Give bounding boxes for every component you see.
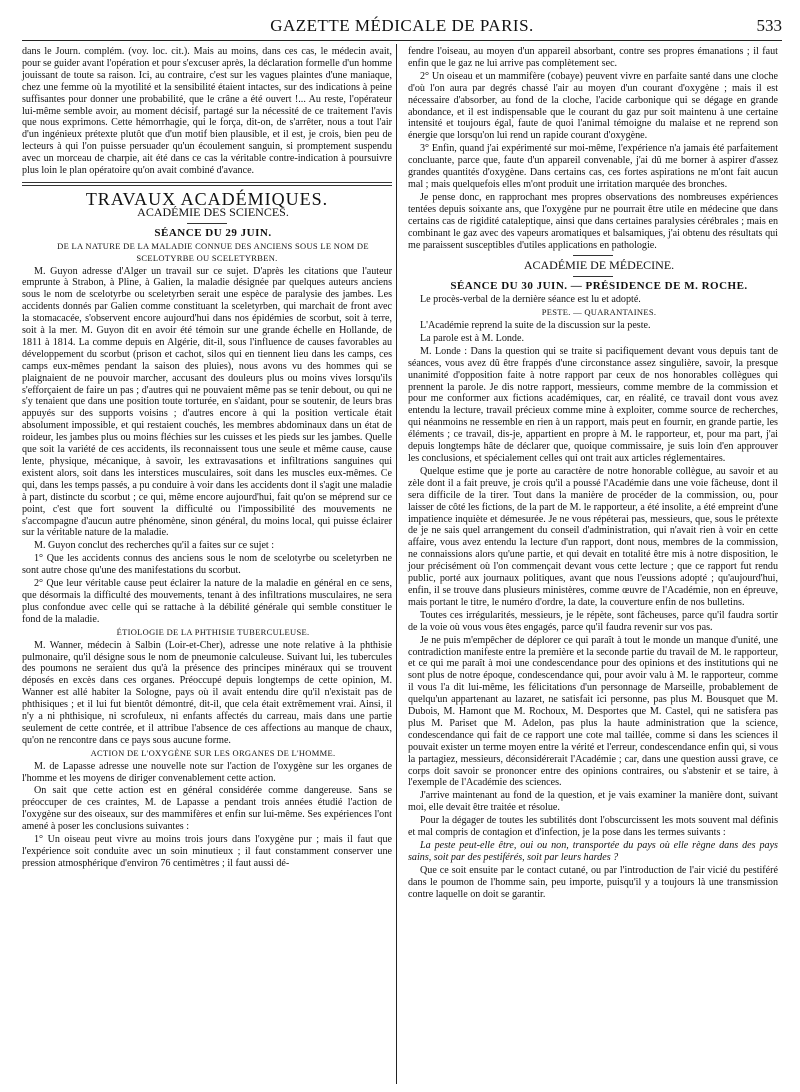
paragraph: J'arrive maintenant au fond de la question, et je vais examiner la manière dont, suivant moi, elle devait être traitée et résolue. bbox=[408, 790, 778, 814]
intro-paragraph: dans le Journ. complém. (voy. loc. cit.). Mais au moins, dans ces cas, le médecin avait, pour se guider avant l'opération et pour s'excuser après, la déclaration formelle d'un homme jouissant de toute sa raison. Ici, au contraire, c'est sur les vagues plaintes d'une maniaque, chez une femme où la myotilité et la sensibilité étaient intactes, sur des indications à peine suffisantes pour donner une probabilité, que le crâne a été ouvert !... Au reste, l'opérateur lui-même semble avoir, au moment décisif, partagé sur la nécessité de ce traitement l'avis que nous exprimons. Cette hémorrhagie, qui le força, dit-on, de s'arrêter, nous a tout l'air d'un ingénieux prétexte plutôt que d'un motif bien plausible, et il est, je crois, bien peu de lecteurs à qui l'on puisse persuader qu'un écoulement sanguin, si promptement suspendu avec un morceau de charpie, ait été dans ce cas la véritable contre-indication à poursuivre plus loin le plan opératoire qu'on avait combiné d'avance. bbox=[22, 46, 392, 177]
page-number: 533 bbox=[756, 16, 782, 35]
paragraph: La peste peut-elle être, oui ou non, transportée du pays où elle règne dans des pays sains, soit par des pestiférés, soit par leurs hardes ? bbox=[408, 840, 778, 863]
paragraph: M. Wanner, médecin à Salbin (Loir-et-Cher), adresse une note relative à la phthisie pulmonaire, qu'il désigne sous le nom de pneumonie calculeuse. Suivant lui, les tubercules des poumons ne seraient dus qu'à la présence des principes minéraux qui se trouvent déposés en excès dans ces organes. Préoccupé depuis longtemps de cette opinion, M. Wanner est allé habiter la Sologne, pays où il avait entendu dire qu'il n'existait pas de phthisiques ; et il lui fut bientôt démontré, dit-il, que cela était extrêmement vrai. Ainsi, il n'y a ni phthisique, ni scrofuleux, ni enfants affectés du carreau, mais dans une partie seulement de cette contrée, et il attribue l'absence de ces affections au manque de chaux, qu'on ne rencontre dans ce pays sous aucune forme. bbox=[22, 639, 392, 746]
paragraph: Que ce soit ensuite par le contact cutané, ou par l'introduction de l'air vicié du pestiféré dans le poumon de l'homme sain, peu importe, puisqu'il y a toujours là une transmission contre laquelle on doit se garantir. bbox=[408, 864, 778, 900]
topic-heading: ACTION DE L'OXYGÈNE SUR LES ORGANES DE L'HOMME. bbox=[90, 747, 336, 758]
paragraph: Quelque estime que je porte au caractère de notre honorable collègue, au savoir et au zèle dont il a fait preuve, je crois qu'il a poussé l'Académie dans une voie fâcheuse, dont il sera difficile de la tirer. Tout dans la manière de procéder de la commission, ou, pour laisser de côté les fictions, de la part de M. le rapporteur, a été insolite, a été empreint d'une impatience inquiète et démesurée. Je ne vous répéterai pas, messieurs, que, sous le prétexte de je ne sais quel arrangement du conseil d'administration, qui n'avait rien à voir en cette affaire, vous avez entendu la lecture d'un rapport, dont nous, membres de la commission, ne connaissions alors qu'une partie, et qui devait en totalité être mis à notre disposition, le jour précisément où l'on commençait devant vous cette lecture ; que ce rapport fut rendu public, porté aux journaux politiques, avant que nous l'eussions adopté ; qu'aujourd'hui, enfin, il se trouve dans plusieurs ministères, comme œuvre de l'Académie, non en épreuve, mais portant le titre, le numéro d'ordre, la date, la couverture enfin de nos bulletins. bbox=[408, 465, 778, 608]
topic-heading: ÉTIOLOGIE DE LA PHTHISIE TUBERCULEUSE. bbox=[116, 626, 310, 637]
paragraph: 2° Un oiseau et un mammifère (cobaye) peuvent vivre en parfaite santé dans une cloche d'où l'on aura par degrés chassé l'air au moyen d'un courant d'oxygène ; mais il est nécessaire d'absorber, au fond de la cloche, l'acide carbonique qui se dégage en grande abondance, et il est indispensable que le courant du gaz pur soit maintenu à une certaine intensité et toujours égal, faute de quoi l'animal témoigne du malaise et ne reprend son énergie que lorsqu'on lui rend un rapide courant d'oxygène. bbox=[408, 70, 778, 142]
paragraph: Je ne puis m'empêcher de déplorer ce qui paraît à tout le monde un manque d'unité, une contradiction manifeste entre la première et la seconde partie du travail de M. le rapporteur, et ce qui me paraît à moi une condescendance pour des opinions et des institutions qui ne sont plus de notre époque, condescendance qui, pour avoir valu à M. le rapporteur, comme il vous l'a dit lui-même, les félicitations d'un personnage de Marseille, probablement de quelqu'un appartenant au lazaret, ne satisfait ici personne, pas plus M. Bousquet que M. Dubois, M. Hamont que M. Rochoux, M. Desportes que M. Castel, qui ne satisfera pas plus M. Pariset que M. Adelon, pas plus la haute administration que la science, condescendance qui fait de ce rapport une cote mal taillée, comme si dans les sciences il pouvait exister un terme moyen entre la vérité et l'erreur, condescendance enfin qui, si vous la partagiez, messieurs, déconsidérerait l'Académie ; car, dans une question aussi grave, ce corps doit savoir se prononcer entre des opinions contraires, ou s'abstenir et se taire, à l'exemple de l'Académie des sciences. bbox=[408, 634, 778, 789]
paragraph: Pour la dégager de toutes les subtilités dont l'obscurcissent les mots souvent mal définis et mal compris de contagion et d'infection, je la pose dans les termes suivants : bbox=[408, 815, 778, 839]
column-divider bbox=[396, 44, 397, 1084]
topic-heading: DE LA NATURE DE LA MALADIE CONNUE DES ANCIENS SOUS LE NOM DE SCELOTYRBE OU SCELETYRBEN. bbox=[57, 240, 369, 263]
paragraph: On sait que cette action est en général considérée comme dangereuse. Sans se préoccuper de ces craintes, M. de Lapasse a pendant trois années étudié l'action de l'oxygène sur des oiseaux, sur des mammifères et enfin sur lui-même. Ses expériences l'ont amené à poser les conclusions suivantes : bbox=[22, 785, 392, 833]
paragraph: L'Académie reprend la suite de la discussion sur la peste. bbox=[420, 320, 651, 332]
short-rule bbox=[187, 223, 227, 224]
paragraph: Je pense donc, en rapprochant mes propres observations des nombreuses expériences tentées depuis soixante ans, que l'oxygène pur ne pourrait être utile en médecine que dans certains cas de rigidité cataleptique, ainsi que dans certaines paralysies cérébrales ; mais en combinant le gaz avec des vapeurs aromatiques et balsamiques, j'ai obtenu des résultats qui me paraissent susceptibles d'utiles applications en pathologie. bbox=[408, 191, 778, 251]
page-header bbox=[22, 14, 782, 41]
short-rule bbox=[573, 255, 613, 256]
section-divider bbox=[22, 182, 392, 186]
paragraph: fendre l'oiseau, au moyen d'un appareil absorbant, contre ses propres émanations ; il faut enfin que le gaz ne lui arrive pas complètement sec. bbox=[408, 46, 778, 69]
paragraph: Le procès-verbal de la dernière séance est lu et adopté. bbox=[420, 294, 641, 306]
topic-heading: PESTE. — QUARANTAINES. bbox=[541, 307, 657, 318]
journal-title: GAZETTE MÉDICALE DE PARIS. bbox=[270, 16, 534, 35]
paragraph: M. de Lapasse adresse une nouvelle note sur l'action de l'oxygène sur les organes de l'homme et les moyens de diriger convenablement cette action. bbox=[22, 760, 392, 784]
paragraph: 3° Enfin, quand j'ai expérimenté sur moi-même, l'expérience n'a jamais été parfaitement concluante, parce que, faute d'un appareil convenable, j'ai dû me borner à aspirer d'assez grandes quantités d'oxygène. Dans certains cas, ces fortes aspirations ne m'ont fait aucun mal ; mais quelquefois elles m'ont produit une irritation marquée des bronches. bbox=[408, 143, 778, 190]
paragraph: 1° Que les accidents connus des anciens sous le nom de scelotyrbe ou sceletyrben ne sont autre chose qu'une des manifestations du scorbut. bbox=[22, 553, 392, 577]
academy-heading: ACADÉMIE DE MÉDECINE. bbox=[523, 258, 675, 273]
right-column bbox=[408, 46, 778, 902]
paragraph: M. Londe : Dans la question qui se traite si pacifiquement devant vous depuis tant de séances, vous avez dû être frappés d'une circonstance assez singulière, savoir, la presque unanimité d'opposition faite à notre rapport par ceux de nos honorables collègues qui prennent la parole. Je dis notre rapport, messieurs, comme membre de la commission et pour me conformer aux fictions académiques, car, en réalité, ce travail dont vous avez entendu la lecture, travail précieux comme mine à exploiter, comme source de recherches, qui néanmoins ne ressemble en rien à un rapport, mais peut en fournir, en grande partie, les éléments ; ce travail, dis-je, appartient en propre à M. le rapporteur, et, pour ma part, j'ai depuis longtemps hâte de déclarer que, quoique commissaire, je suis loin d'en approuver les conclusions, et spécialement celles qui ont trait aux articles réglementaires. bbox=[408, 345, 778, 464]
seance-heading: SÉANCE DU 29 JUIN. bbox=[154, 226, 272, 239]
academy-heading: ACADÉMIE DES SCIENCES. bbox=[137, 204, 289, 219]
seance-heading: SÉANCE DU 30 JUIN. — PRÉSIDENCE DE M. ROCHE. bbox=[450, 280, 748, 293]
short-rule bbox=[573, 276, 613, 277]
paragraph: 2° Que leur véritable cause peut éclairer la nature de la maladie en général en ce sens, que désormais la difficulté des mouvements, tenant à des infiltrations musculaires, ne sera plus confondue avec celle qui se rattache à la débilité générale qui semble constituer le fond de la maladie. bbox=[22, 578, 392, 625]
paragraph: Toutes ces irrégularités, messieurs, je le répète, sont fâcheuses, parce qu'il faudra sortir de la voie où vous vous êtes engagés, parce qu'il faudra revenir sur vos pas. bbox=[408, 609, 778, 633]
paragraph: M. Guyon conclut des recherches qu'il a faites sur ce sujet : bbox=[34, 540, 275, 552]
left-column bbox=[22, 46, 392, 871]
paragraph: 1° Un oiseau peut vivre au moins trois jours dans l'oxygène pur ; mais il faut que l'expérience soit conduite avec un soin minutieux ; il faut constamment conserver une pression atmosphérique d'environ 76 centimètres ; il faut aussi dé- bbox=[22, 834, 392, 869]
paragraph: M. Guyon adresse d'Alger un travail sur ce sujet. D'après les citations que l'auteur emprunte à Strabon, à Pline, à Galien, la maladie désignée par quelques auteurs anciens sous le nom de scelotyrbe ou sceletyrben serait une espèce de paralysie des jambes. Les accidents donnés par Galien comme constituant la sceletyrben, qui marchait de front avec la stomacacée, s'observent encore aujourd'hui dans nos épidémies de scorbut, soit à terre, soit à la mer. M. Guyon dit en avoir été témoin sur une grande échelle en Hollande, de 1811 à 1814. La comme depuis en Algérie, dit-il, sous l'influence de causes favorables au développement du scorbut (prison et cachot, silos qui en tiennent lieu dans les camps, ces camps eux-mêmes pendant la saison des pluies), nous avons vu des hommes qui se plaignaient de ne pouvoir marcher, accusant des douleurs plus ou moins vives lorsqu'ils s'efforçaient de faire un pas ; d'autres qui ne pouvaient même pas se tenir debout, ou qui ne s'y tenaient que dans une position toute torturée, en s'aidant, pour se soutenir, de leurs bras appuyés sur des supports voisins ; d'autres encore à qui la position verticale était absolument impossible, et qui restaient couchés, les membres abdominaux dans un état de roideur, les jambes plus ou moins fléchies sur les cuisses et les pieds sur les jambes. Quelle que soit la variété de ces accidents, ils reconnaissent tous une seule et même cause, cause lente, physique, mécanique, à savoir, les extravasations et infiltrations sanguines qui existent alors, soit dans les interstices musculaires, soit dans les muscles eux-mêmes. Ce qui, dans les temps passés, a pu conduire à voir dans les accidents dont il s'agit une maladie à part, distincte du scorbut ; ce qui, même encore aujourd'hui, fait qu'on se méprend sur ce point, c'est que fort souvent la difficulté ou l'impossibilité des mouvements ne s'accompagne d'aucun autre phénomène, sinon général, du moins local, qui puisse éclairer sur la véritable nature de la maladie. bbox=[22, 265, 392, 539]
paragraph: La parole est à M. Londe. bbox=[420, 332, 524, 344]
section-title: TRAVAUX ACADÉMIQUES. bbox=[85, 188, 329, 209]
